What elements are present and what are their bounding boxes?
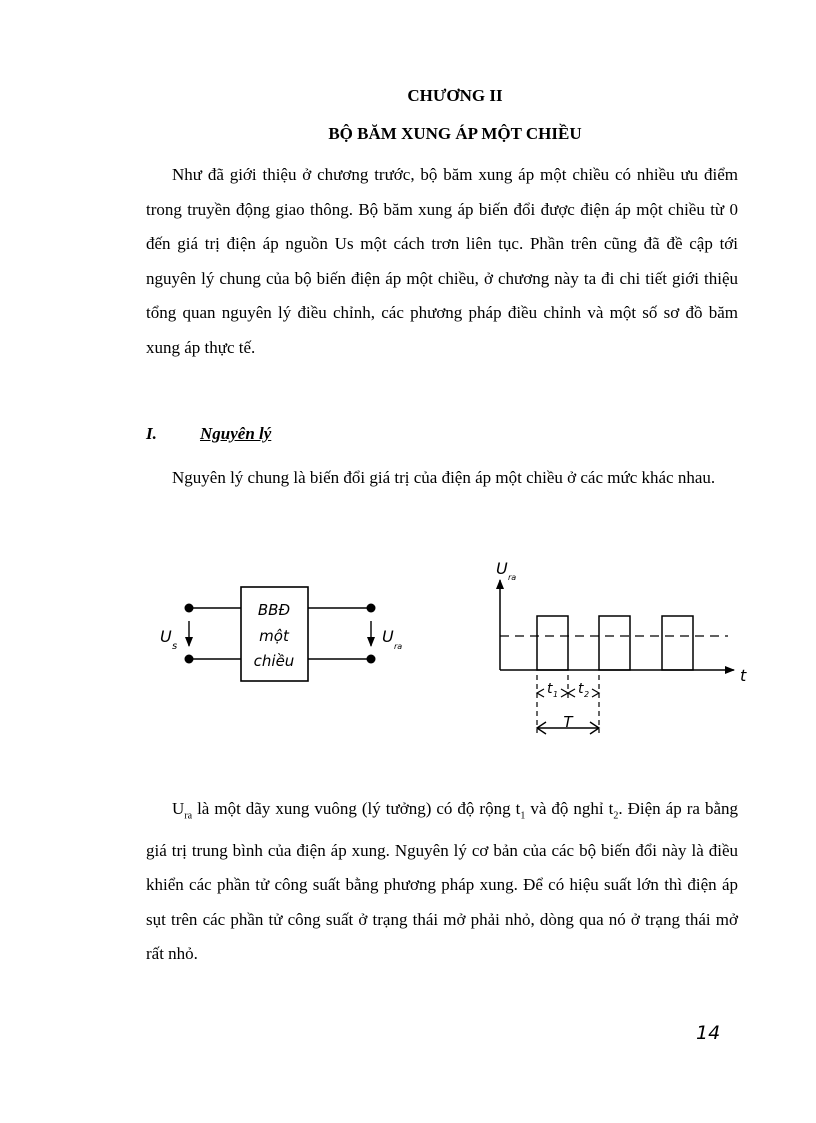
description-u: U	[172, 799, 185, 818]
output-voltage-label: U	[382, 627, 394, 646]
t2-label: t	[578, 681, 584, 697]
input-voltage-label: U	[160, 627, 172, 646]
y-axis-label: U	[496, 559, 508, 578]
waveform-diagram	[496, 559, 747, 734]
output-top-terminal	[367, 604, 376, 613]
pulse-3	[662, 616, 693, 670]
box-text-line2: một	[259, 627, 289, 645]
section-number: I.	[146, 424, 157, 443]
t1-arrow-left	[537, 689, 544, 697]
t2-arrow-right	[592, 689, 599, 697]
chapter-title: BỘ BĂM XUNG ÁP MỘT CHIỀU	[328, 124, 582, 143]
input-bottom-terminal	[185, 655, 194, 664]
section-title: Nguyên lý	[200, 424, 272, 443]
block-diagram	[160, 587, 402, 681]
description-t1-subscript: 1	[520, 810, 526, 822]
box-text-line3: chiều	[253, 652, 295, 670]
page-number: 14	[696, 1022, 721, 1044]
y-axis-subscript: ra	[508, 573, 517, 582]
intro-paragraph: Như đã giới thiệu ở chương trước, bộ băm xung áp một chiều có nhiều ưu điểm trong truyền động giao thông. Bộ băm xung áp biến đổi được điện áp một chiều từ 0 đến giá trị điện áp nguồn Us một cách trơn liên tục. Phần trên cũng đã đề cập tới nguyên lý chung của bộ biến điện áp một chiều, ở chương này ta đi chi tiết giới thiệu tổng quan nguyên lý điều chỉnh, các phương pháp điều chỉnh và một số sơ đồ băm xung áp thực tế.	[146, 165, 738, 357]
principle-paragraph: Nguyên lý chung là biến đổi giá trị của điện áp một chiều ở các mức khác nhau.	[172, 468, 716, 487]
input-voltage-subscript: s	[172, 641, 178, 652]
description-t2-subscript: 2	[613, 810, 619, 822]
description-text-1: là một dãy xung vuông (lý tưởng) có độ rộng t	[192, 799, 521, 818]
pulse-2	[599, 616, 630, 670]
description-text-2: và độ nghỉ t	[525, 799, 614, 818]
t1-label: t	[547, 681, 553, 697]
t1-subscript: 1	[553, 690, 559, 699]
x-axis-label: t	[740, 666, 747, 685]
output-voltage-subscript: ra	[394, 642, 403, 651]
chapter-label: CHƯƠNG II	[407, 86, 503, 105]
box-text-line1: BBĐ	[257, 601, 291, 619]
input-top-terminal	[185, 604, 194, 613]
t2-subscript: 2	[584, 690, 590, 699]
description-text-3: . Điện áp ra bằng giá trị trung bình của điện áp xung. Nguyên lý cơ bản của các bộ biến đổi này là điều khiển các phần tử công suất bằng phương pháp xung. Để có hiệu suất lớn thì điện áp sụt trên các phần tử công suất ở trạng thái mở phải nhỏ, dòng qua nó ở trạng thái mở rất nhỏ.	[146, 799, 738, 964]
period-label: T	[563, 713, 573, 731]
description-u-subscript: ra	[184, 810, 193, 822]
t2-arrow-left	[568, 689, 575, 697]
pulse-1	[537, 616, 568, 670]
description-paragraph	[146, 792, 738, 972]
output-bottom-terminal	[367, 655, 376, 664]
